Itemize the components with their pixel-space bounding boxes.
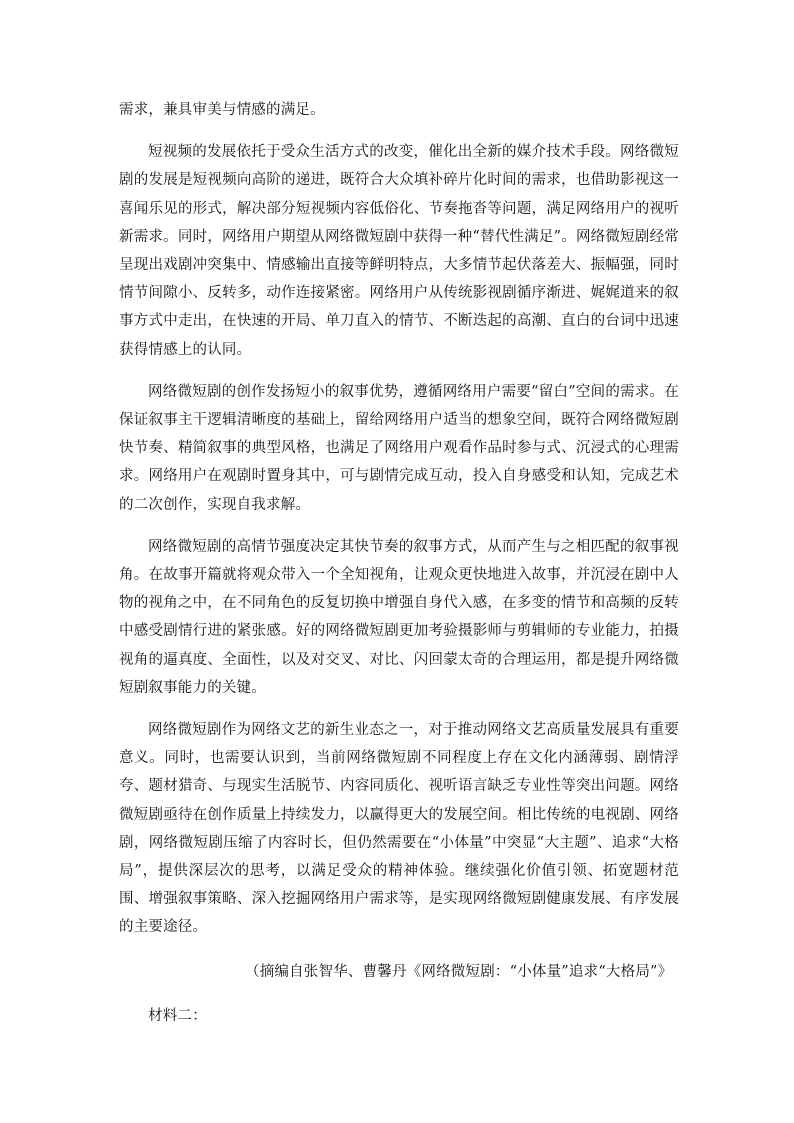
- material-two-label: 材料二：: [148, 1007, 207, 1024]
- paragraph-development-path: 网络微短剧作为网络文艺的新生业态之一，对于推动网络文艺高质量发展具有重要意义。同时，也需要认识到，当前网络微短剧不同程度上存在文化内涵薄弱、剧情浮夸、题材猎奇、与现实生活脱节、内容同质化、视听语言缺乏专业性等突出问题。网络微短剧亟待在创作质量上持续发力，以赢得更大的发展空间。相比传统的电视剧、网络剧，网络微短剧压缩了内容时长，但仍然需要在“小体量”中突显“大主题”、追求“大格局”，提供深层次的思考，以满足受众的精神体验。继续强化价值引领、拓宽题材范围、增强叙事策略、深入挖掘网络用户需求等，是实现网络微短剧健康发展、有序发展的主要途径。: [119, 722, 679, 936]
- paragraph-continuation: 需求，兼具审美与情感的满足。: [119, 102, 325, 118]
- paragraph-narrative-advantage: 网络微短剧的创作发扬短小的叙事优势，遵循网络用户需要“留白”空间的需求。在保证叙事主干逻辑清晰度的基础上，留给网络用户适当的想象空间，既符合网络微短剧快节奏、精简叙事的典型风格，也满足了网络用户观看作品时参与式、沉浸式的心理需求。网络用户在观剧时置身其中，可与剧情完成互动，投入自身感受和认知，完成艺术的二次创作，实现自我求解。: [119, 383, 679, 513]
- paragraph-narrative-perspective: 网络微短剧的高情节强度决定其快节奏的叙事方式，从而产生与之相匹配的叙事视角。在故事开篇就将观众带入一个全知视角，让观众更快地进入故事，并沉浸在剧中人物的视角之中，在不同角色的反复切换中增强自身代入感，在多变的情节和高频的反转中感受剧情行进的紧张感。好的网络微短剧更加考验摄影师与剪辑师的专业能力，拍摄视角的逼真度、全面性，以及对交叉、对比、闪回蒙太奇的合理运用，都是提升网络微短剧叙事能力的关键。: [119, 538, 679, 696]
- source-citation: （摘编自张智华、曹馨丹《网络微短剧：“小体量”追求“大格局”》: [245, 963, 673, 980]
- article-body: [119, 96, 679, 1030]
- paragraph-short-video: 短视频的发展依托于受众生活方式的改变，催化出全新的媒介技术手段。网络微短剧的发展是短视频向高阶的递进，既符合大众填补碎片化时间的需求，也借助影视这一喜闻乐见的形式，解决部分短视频内容低俗化、节奏拖沓等问题，满足网络用户的视听新需求。同时，网络用户期望从网络微短剧中获得一种“替代性满足”。网络微短剧经常呈现出戏剧冲突集中、情感输出直接等鲜明特点，大多情节起伏落差大、振幅强，同时情节间隙小、反转多，动作连接紧密。网络用户从传统影视剧循序渐进、娓娓道来的叙事方式中走出，在快速的开局、单刀直入的情节、不断迭起的高潮、直白的台词中迅速获得情感上的认同。: [119, 144, 679, 358]
